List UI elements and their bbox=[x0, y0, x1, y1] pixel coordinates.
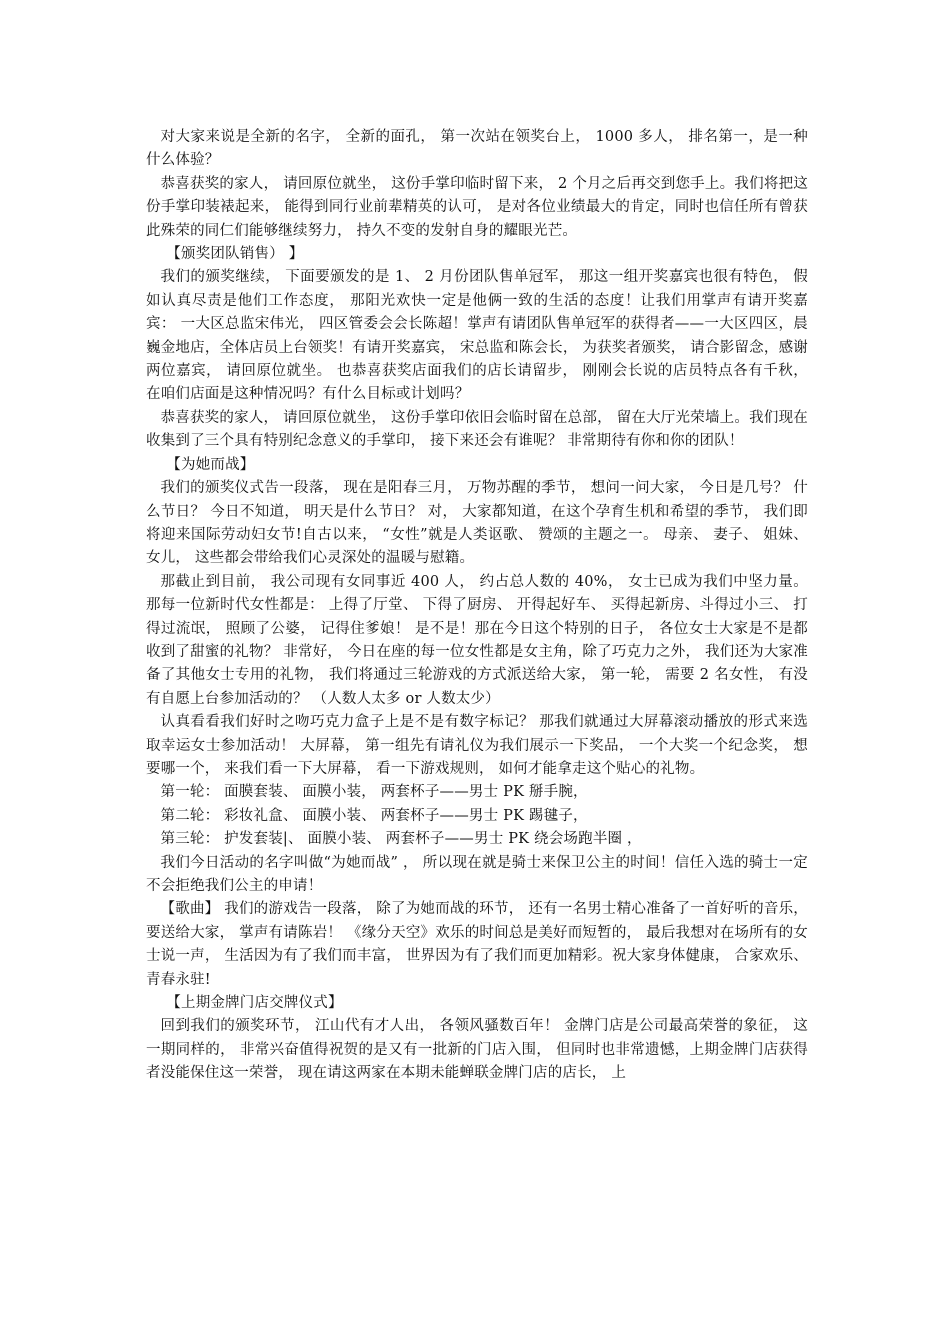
paragraph: 对大家来说是全新的名字， 全新的面孔， 第一次站在领奖台上， 1000 多人， 排名第一，是一种什么体验？ bbox=[146, 129, 808, 169]
paragraph: 恭喜获奖的家人， 请回原位就坐， 这份手掌印依旧会临时留在总部， 留在大厅光荣墙上。我们现在收集到了三个具有特别纪念意义的手掌印， 接下来还会有谁呢？ 非常期待有你和你的团队！ bbox=[146, 409, 808, 450]
game-round-line: 第一轮： 面膜套装、 面膜小装， 两套杯子——男士 PK 掰手腕， bbox=[160, 784, 588, 801]
document-body bbox=[146, 126, 808, 1086]
paragraph: 我们的颁奖继续， 下面要颁发的是 1、 2 月份团队售单冠军， 那这一组开奖嘉宾也很有特色， 假如认真尽责是他们工作态度， 那阳光欢快一定是他俩一致的生活的态度！让我们用掌声有请开奖嘉宾： 一大区总监宋伟光， 四区管委会会长陈超！掌声有请团队售单冠军的获得者——一大区四区，晨巍金地店，全体店员上台领奖！有请开奖嘉宾， 宋总监和陈会长， 为获奖者颁奖， 请合影留念，感谢两位嘉宾， 请回原位就坐。 也恭喜获奖店面我们的店长请留步， 刚刚会长说的店员特点各有千秋， 在咱们店面是这种情况吗？有什么目标或计划吗？ bbox=[146, 269, 808, 403]
paragraph: 那截止到目前， 我公司现有女同事近 400 人， 约占总人数的 40%， 女士已成为我们中坚力量。 那每一位新时代女性都是： 上得了厅堂、 下得了厨房、 开得起好车、 买得起新房、斗得过小三、 打得过流氓， 照顾了公婆， 记得住爹娘！ 是不是！那在今日这个特别的日子， 各位女士大家是不是都收到了甜蜜的礼物？ 非常好， 今日在座的每一位女性都是女主角，除了巧克力之外， 我们还为大家准备了其他女士专用的礼物， 我们将通过三轮游戏的方式派送给大家， 第一轮， 需要 2 名女性， 有没有自愿上台参加活动的？ （人数人太多 or 人数太少） bbox=[146, 573, 808, 707]
game-round-line: 第二轮： 彩妆礼盒、 面膜小装、 两套杯子——男士 PK 踢毽子， bbox=[160, 807, 588, 824]
paragraph: 我们今日活动的名字叫做“为她而战” ， 所以现在就是骑士来保卫公主的时间！信任入选的骑士一定不会拒绝我们公主的申请！ bbox=[146, 854, 808, 894]
section-heading: 【上期金牌门店交牌仪式】 bbox=[166, 995, 343, 1012]
section-heading: 【为她而战】 bbox=[166, 456, 255, 473]
game-round-line: 第三轮： 护发套装|、 面膜小装、 两套杯子——男士 PK 绕会场跑半圈 ， bbox=[160, 831, 642, 848]
paragraph: 恭喜获奖的家人， 请回原位就坐， 这份手掌印临时留下来， 2 个月之后再交到您手上。我们将把这份手掌印装裱起来， 能得到同行业前辈精英的认可， 是对各位业绩最大的肯定，同时也信任所有曾获此殊荣的同仁们能够继续努力， 持久不变的发射自身的耀眼光芒。 bbox=[146, 175, 808, 239]
paragraph: 【歌曲】 我们的游戏告一段落， 除了为她而战的环节， 还有一名男士精心准备了一首好听的音乐， 要送给大家， 掌声有请陈岩！ 《缘分天空》欢乐的时间总是美好而短暂的， 最后我想对在场所有的女士说一声， 生活因为有了我们而丰富， 世界因为有了我们而更加精彩。祝大家身体健康， 合家欢乐、 青春永驻! bbox=[146, 901, 808, 988]
paragraph: 回到我们的颁奖环节， 江山代有才人出， 各领风骚数百年！ 金牌门店是公司最高荣誉的象征， 这一期同样的， 非常兴奋值得祝贺的是又有一批新的门店入围， 但同时也非常遗憾，上期金牌门店获得者没能保住这一荣誉， 现在请这两家在本期未能蝉联金牌门店的店长， 上 bbox=[146, 1018, 808, 1082]
section-heading: 【颁奖团队销售） 】 bbox=[166, 246, 304, 263]
paragraph: 我们的颁奖仪式告一段落， 现在是阳春三月， 万物苏醒的季节， 想问一问大家， 今日是几号？ 什么节日？ 今日不知道， 明天是什么节日？ 对， 大家都知道，在这个孕育生机和希望的季节， 我们即将迎来国际劳动妇女节!自古以来， “女性”就是人类讴歌、 赞颂的主题之一。 母亲、 妻子、 姐妹、 女儿， 这些都会带给我们心灵深处的温暖与慰籍。 bbox=[146, 480, 808, 567]
paragraph: 认真看看我们好时之吻巧克力盒子上是不是有数字标记？ 那我们就通过大屏幕滚动播放的形式来选取幸运女士参加活动！ 大屏幕， 第一组先有请礼仪为我们展示一下奖品， 一个大奖一个纪念奖， 想要哪一个， 来我们看一下大屏幕， 看一下游戏规则， 如何才能拿走这个贴心的礼物。 bbox=[146, 714, 808, 777]
